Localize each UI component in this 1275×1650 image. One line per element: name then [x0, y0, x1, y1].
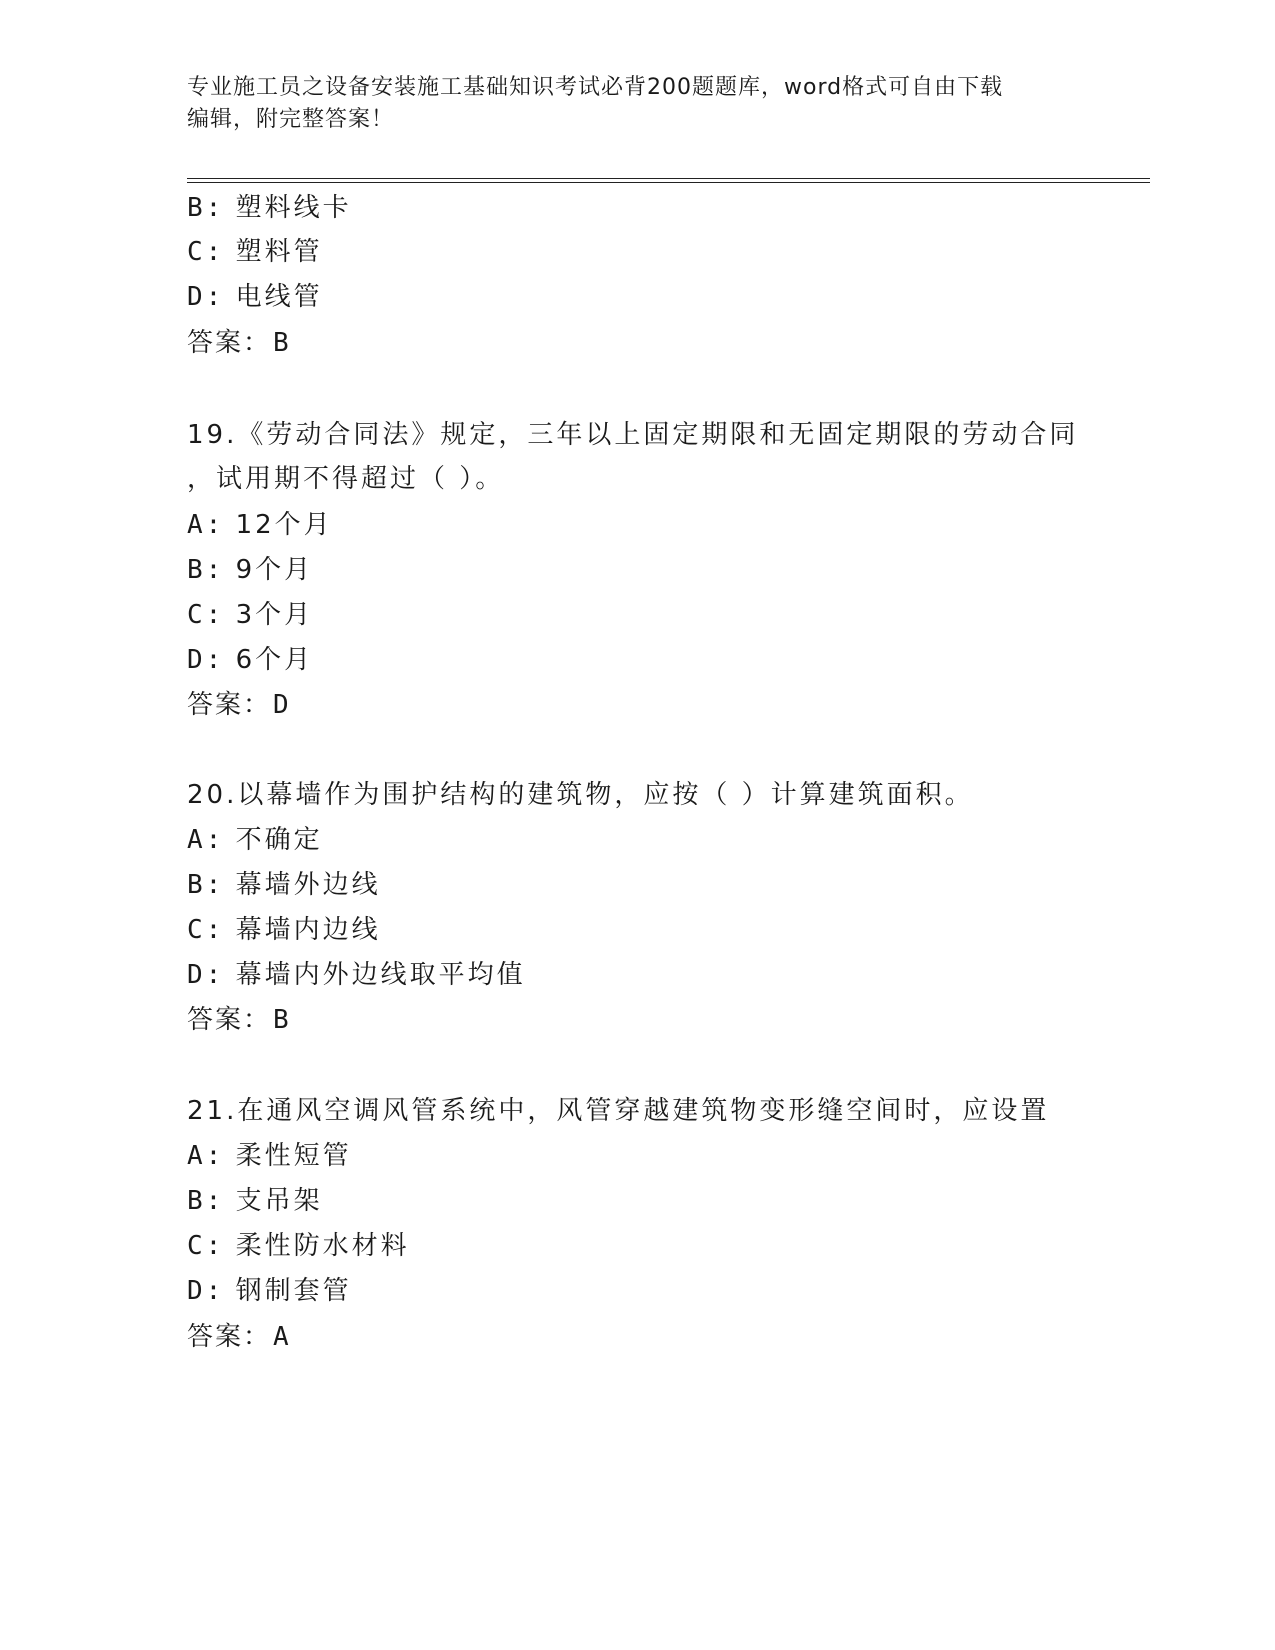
- option-letter: B:: [187, 193, 225, 223]
- option-letter: B:: [187, 555, 225, 585]
- q21-option-a: [187, 1141, 352, 1171]
- option-text: 9个月: [235, 555, 314, 585]
- header-line-1: 专业施工员之设备安装施工基础知识考试必背200题题库，word格式可自由下载: [187, 75, 1004, 100]
- q18-option-c: [187, 237, 323, 267]
- q19-option-c: [187, 600, 313, 630]
- q19-option-d: [187, 645, 313, 675]
- answer-label: 答案：: [187, 328, 272, 358]
- answer-value: B: [273, 1005, 291, 1035]
- option-letter: A:: [187, 510, 225, 540]
- q19-answer: [187, 690, 291, 720]
- q20-answer: [187, 1005, 291, 1035]
- q21-option-b: [187, 1186, 323, 1216]
- option-text: 幕墙外边线: [235, 870, 381, 900]
- option-text: 6个月: [235, 645, 314, 675]
- q21-answer: [187, 1322, 291, 1352]
- option-letter: C:: [187, 600, 225, 630]
- q20-option-c: [187, 915, 381, 945]
- option-text: 柔性防水材料: [235, 1231, 410, 1261]
- q21-option-c: [187, 1231, 410, 1261]
- option-text: 钢制套管: [235, 1276, 352, 1306]
- header-divider-bottom: [187, 182, 1150, 183]
- q21-stem-line-1: 21.在通风空调风管系统中，风管穿越建筑物变形缝空间时，应设置: [187, 1096, 1050, 1126]
- option-text: 电线管: [235, 282, 323, 312]
- option-text: 塑料管: [235, 237, 323, 267]
- option-text: 支吊架: [235, 1186, 323, 1216]
- q20-stem-line-1: 20.以幕墙作为围护结构的建筑物，应按（ ）计算建筑面积。: [187, 780, 974, 810]
- document-header: [187, 72, 1067, 136]
- option-letter: D:: [187, 645, 225, 675]
- option-text: 幕墙内外边线取平均值: [235, 960, 526, 990]
- q20-option-a: [187, 825, 323, 855]
- option-text: 幕墙内边线: [235, 915, 381, 945]
- q18-option-b: [187, 193, 352, 223]
- answer-label: 答案：: [187, 1322, 272, 1352]
- option-letter: A:: [187, 1141, 225, 1171]
- q19-stem-line-2: ，试用期不得超过（ ）。: [187, 464, 505, 494]
- option-letter: D:: [187, 1276, 225, 1306]
- header-line-2: 编辑，附完整答案！: [187, 107, 395, 132]
- option-letter: C:: [187, 237, 225, 267]
- answer-value: B: [273, 328, 291, 358]
- option-letter: D:: [187, 282, 225, 312]
- answer-value: D: [273, 690, 291, 720]
- option-letter: D:: [187, 960, 225, 990]
- q18-answer: [187, 328, 291, 358]
- option-letter: C:: [187, 1231, 225, 1261]
- q21-option-d: [187, 1276, 352, 1306]
- option-text: 不确定: [235, 825, 323, 855]
- option-text: 12个月: [235, 510, 333, 540]
- option-text: 3个月: [235, 600, 314, 630]
- answer-label: 答案：: [187, 1005, 272, 1035]
- q19-option-b: [187, 555, 313, 585]
- q20-option-d: [187, 960, 526, 990]
- option-text: 塑料线卡: [235, 193, 352, 223]
- header-divider-top: [187, 178, 1150, 179]
- q20-option-b: [187, 870, 381, 900]
- answer-label: 答案：: [187, 690, 272, 720]
- q19-stem-line-1: 19.《劳动合同法》规定，三年以上固定期限和无固定期限的劳动合同: [187, 420, 1079, 450]
- option-letter: B:: [187, 1186, 225, 1216]
- answer-value: A: [273, 1322, 291, 1352]
- option-letter: C:: [187, 915, 225, 945]
- option-text: 柔性短管: [235, 1141, 352, 1171]
- q19-option-a: [187, 510, 333, 540]
- option-letter: B:: [187, 870, 225, 900]
- q18-option-d: [187, 282, 323, 312]
- option-letter: A:: [187, 825, 225, 855]
